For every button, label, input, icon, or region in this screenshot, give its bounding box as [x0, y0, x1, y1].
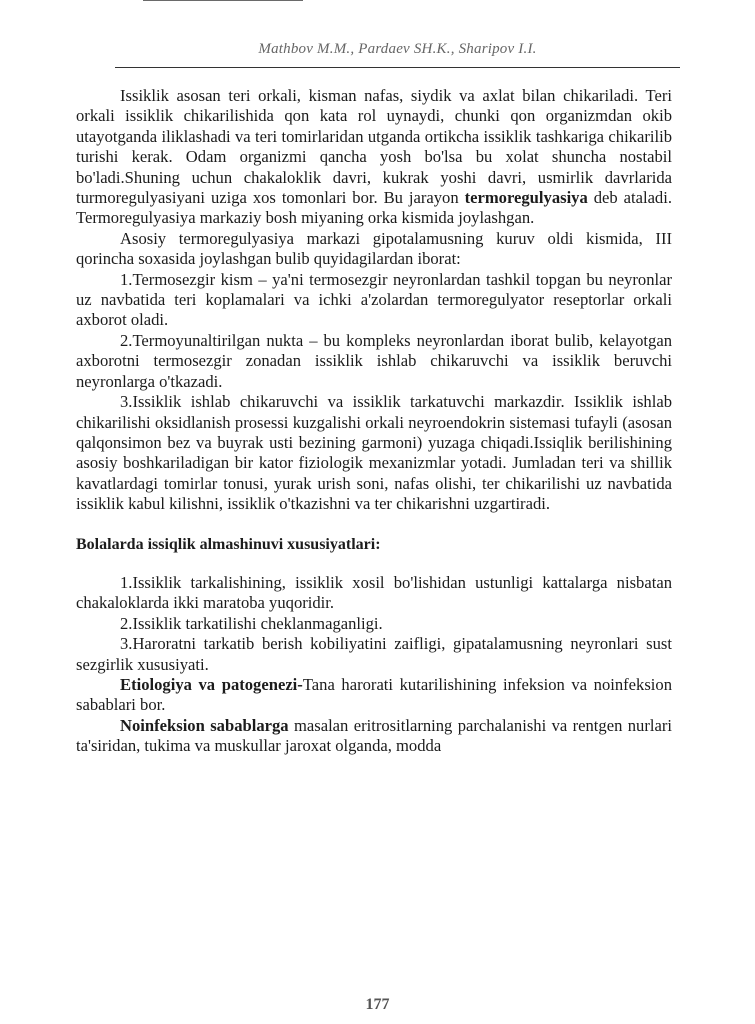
- list-item-2: 2.Issiklik tarkatilishi cheklanmaganligi.: [120, 613, 383, 633]
- noinfection-text: masalan eritrositlarning parchalanishi va rentgen nurlari ta'siridan, tukima va muskullar jaroxat olganda, modda: [76, 715, 672, 756]
- paragraph-1: [76, 86, 672, 229]
- list-item-3: 3.Haroratni tarkatib berish kobiliyatini zaifligi, gipatalamusning neyronlari sust sezgirlik xususiyati.: [76, 634, 672, 674]
- page-body: [76, 86, 672, 757]
- list-item-1: 1.Issiklik tarkalishining, issiklik xosil bo'lishidan ustunligi kattalarga nisbatan chakaloklarda ikki maratoba yuqoridir.: [76, 572, 672, 613]
- section-heading: Bolalarda issiqlik almashinuvi xususiyatlari:: [76, 535, 381, 553]
- noinfection-paragraph: [76, 716, 672, 757]
- etiology-text: Tana harorati kutarilishining infeksion va noinfeksion sabablari bor.: [76, 674, 673, 715]
- top-rule: [143, 0, 303, 1]
- page-number: 177: [365, 996, 390, 1013]
- paragraph-1-text: Issiklik asosan teri orkali, kisman nafas, siydik va axlat bilan chikariladi. Teri orkali issiklik chikarilishida qon kata rol uynaydi, chunki qon organizmdan okib utayotganda iliklashadi va teri tomirlaridan utganda ortikcha issiklik tashkariga chikarilib turishi kerak. Odam organizmi qancha yosh bo'lsa bu xolat shuncha nostabil bo'ladi.Shuning uchun chakaloklik davri, kukrak yoshi davri, usmirlik davrlarida turmoregulyasiyani uziga xos tomonlari bor. Bu jarayon: [76, 86, 672, 208]
- etiology-label: Etiologiya va patogenezi-: [120, 674, 303, 694]
- paragraph-1-tail: deb ataladi. Termoregulyasiya markaziy bosh miyaning orka kismida joylashgan.: [76, 188, 672, 228]
- paragraph-4: 2.Termoyunaltirilgan nukta – bu kompleks neyronlardan iborat bulib, kelayotgan axborotni termosezgir zonadan issiklik ishlab chikaruvchi va issiklik beruvchi neyronlarga o'tkazadi.: [76, 330, 672, 391]
- etiology-paragraph: [76, 675, 672, 716]
- paragraph-3: 1.Termosezgir kism – ya'ni termosezgir neyronlardan tashkil topgan bu neyronlar uz navbatida teri koplamalari va ichki a'zolardan termoregulyator reseptorlar orkali axborot oladi.: [76, 269, 672, 330]
- noinfection-label: Noinfeksion sabablarga: [120, 715, 289, 735]
- running-title: Mathbov M.M., Pardaev SH.K., Sharipov I.I.: [258, 41, 537, 57]
- running-header: [115, 39, 680, 68]
- paragraph-5: 3.Issiklik ishlab chikaruvchi va issiklik tarkatuvchi markazdir. Issiklik ishlab chikarilishi oksidlanish prosessi kuzgalishi orkali neyroendokrin sistemasi tufayli (asosan qalqonsimon bez va buyrak usti bezining garmoni) yuzaga chiqadi.Issiqlik berilishining asosiy boshkariladigan bir kator fiziologik mexanizmlar yotadi. Jumladan teri va shillik kavatlardagi tomirlar tonusi, yurak urish soni, nafas olishi, ter chikarilishi uz navbatida issiklik kabul kilishni, issiklik o'tkazishni va ter chikarishni uzgartiradi.: [76, 392, 672, 514]
- paragraph-2: Asosiy termoregulyasiya markazi gipotalamusning kuruv oldi kismida, III qorincha soxasida joylashgan bulib quyidagilardan iborat:: [76, 228, 672, 269]
- term-termoregulyasiya: termoregulyasiya: [464, 188, 588, 208]
